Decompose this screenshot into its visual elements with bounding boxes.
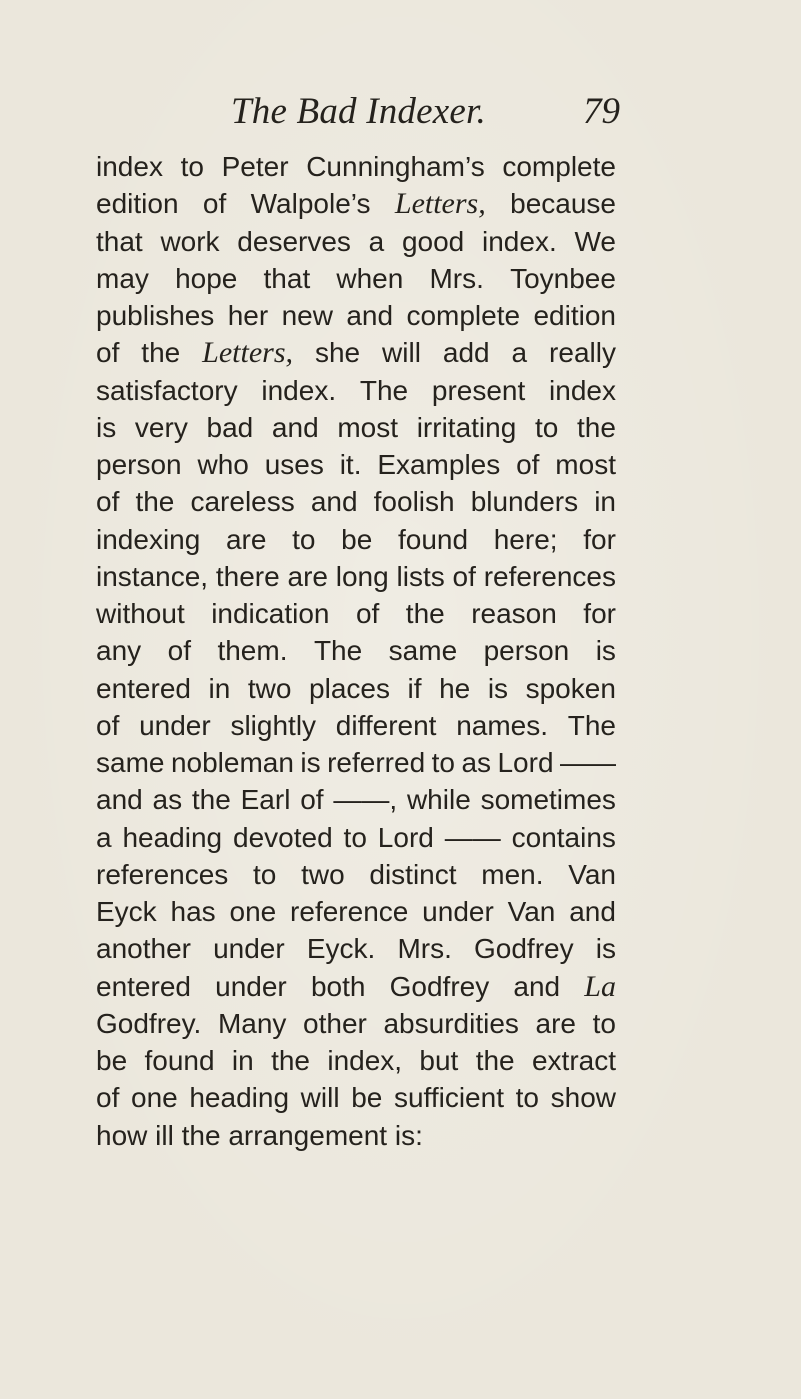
text-line: edition of Walpole’s Letters, because <box>96 187 616 221</box>
text-line: indexing are to be found here; for <box>96 523 616 555</box>
text-line: a heading devoted to Lord —— contains <box>96 821 616 853</box>
text-line: same nobleman is referred to as Lord —— <box>96 747 616 778</box>
text-line: Eyck has one reference under Van and <box>96 896 616 927</box>
text-line: another under Eyck. Mrs. Godfrey is <box>96 933 616 965</box>
text-line: entered in two places if he is spoken <box>96 672 616 704</box>
body-text <box>96 148 616 1154</box>
text-line: how ill the arrangement is: <box>96 1119 423 1151</box>
text-line: that work deserves a good index. We <box>96 225 616 257</box>
text-line: any of them. The same person is <box>96 635 616 667</box>
text-line: person who uses it. Examples of most <box>96 449 616 480</box>
text-line: is very bad and most irritating to the <box>96 411 616 443</box>
page-header <box>0 90 801 150</box>
text-line: instance, there are long lists of references <box>96 560 616 592</box>
text-line: publishes her new and complete edition <box>96 300 616 331</box>
text-line: of the careless and foolish blunders in <box>96 486 616 518</box>
text-line: may hope that when Mrs. Toynbee <box>96 262 616 294</box>
page-number: 79 <box>583 91 620 132</box>
running-title: The Bad Indexer. <box>231 91 486 132</box>
text-line: of one heading will be sufficient to show <box>96 1082 616 1114</box>
text-line: references to two distinct men. Van <box>96 858 616 890</box>
text-line: without indication of the reason for <box>96 598 616 629</box>
text-line: be found in the index, but the extract <box>96 1045 616 1076</box>
text-line: satisfactory index. The present index <box>96 374 616 406</box>
text-line: of the Letters, she will add a really <box>96 336 616 370</box>
text-line: and as the Earl of ——, while sometimes <box>96 784 616 816</box>
text-line: entered under both Godfrey and La <box>96 969 616 1003</box>
text-line: index to Peter Cunningham’s complete <box>96 151 616 182</box>
text-line: of under slightly different names. The <box>96 709 616 741</box>
text-line: Godfrey. Many other absurdities are to <box>96 1007 616 1039</box>
